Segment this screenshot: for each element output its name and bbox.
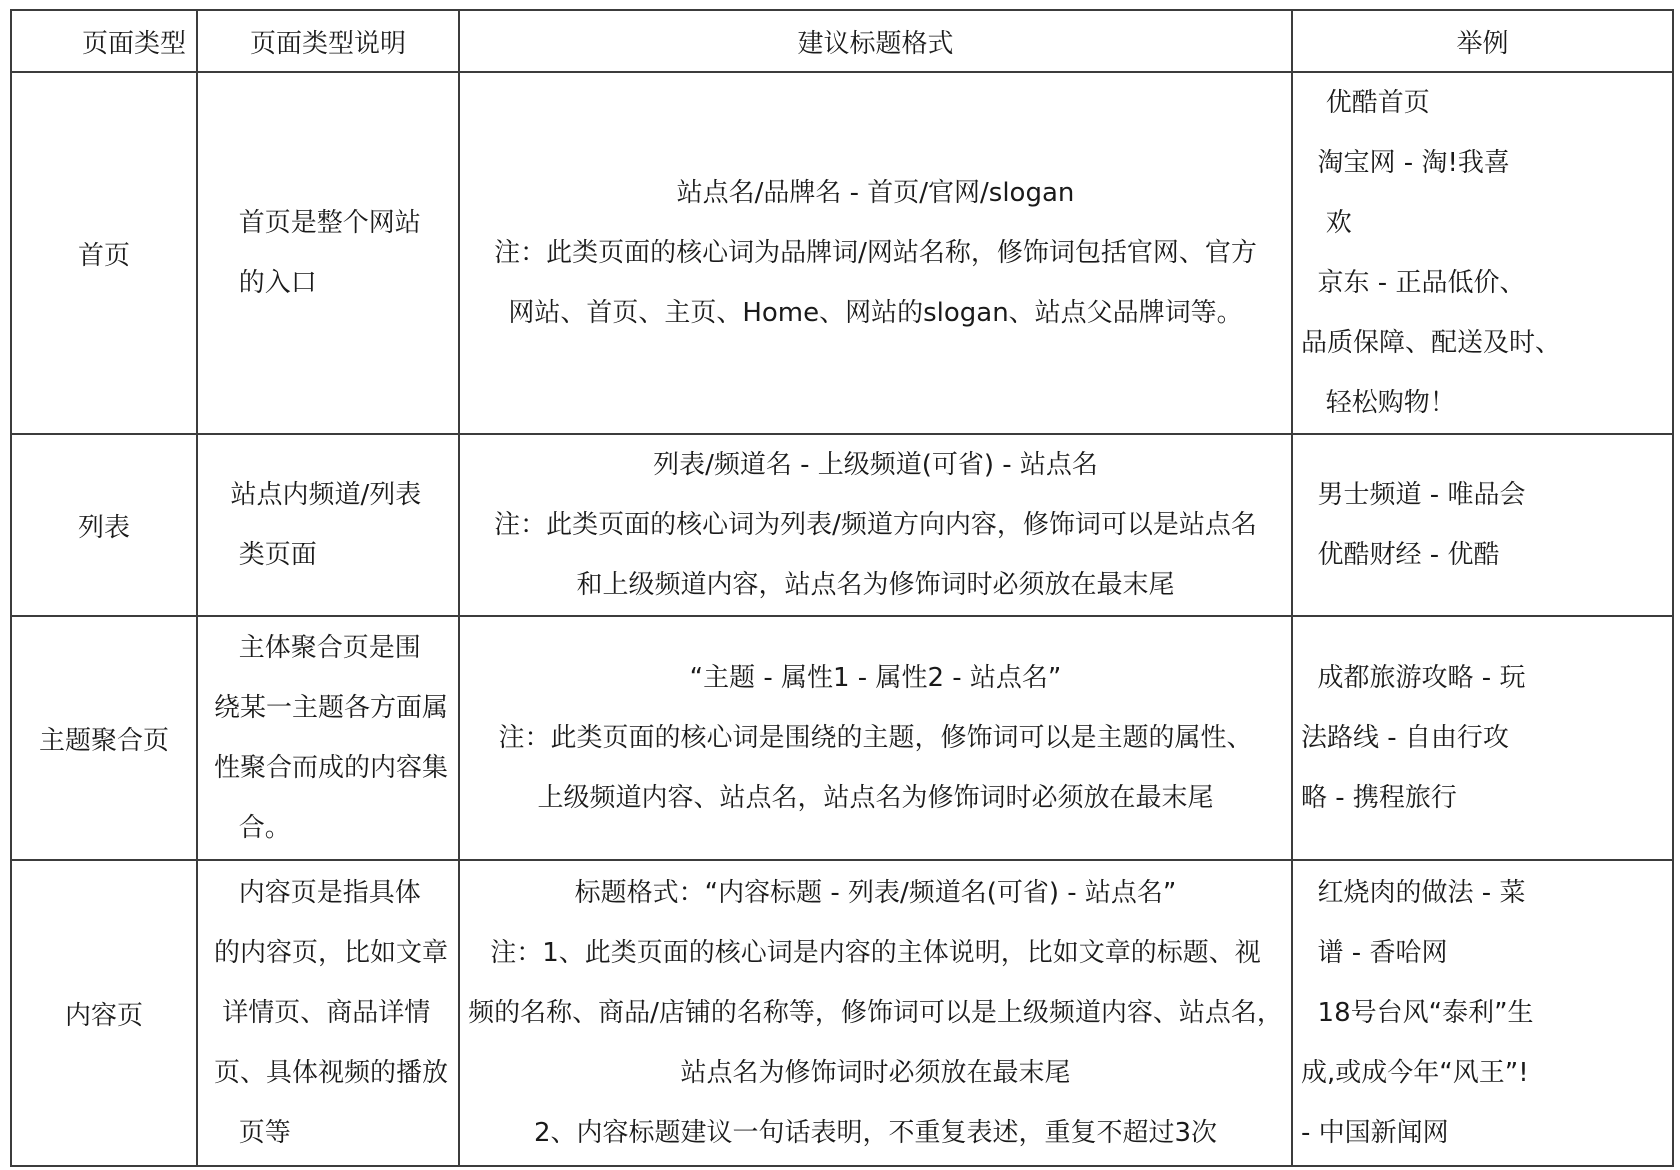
desc-line: 的内容页，比如文章 xyxy=(214,938,449,968)
page-type-desc-cell xyxy=(197,860,459,1166)
desc-line: 合。 xyxy=(214,813,291,843)
desc-line: 内容页是指具体 xyxy=(214,878,421,908)
page-type-title-table xyxy=(10,9,1674,1167)
table-row xyxy=(11,72,1673,434)
example-line: 成都旅游攻略 - 玩 xyxy=(1301,663,1526,693)
table-row xyxy=(11,434,1673,616)
example-line: 成,或成今年“风王”! xyxy=(1301,1058,1529,1088)
page-type-desc-cell xyxy=(197,434,459,616)
example-line: 欢 xyxy=(1301,208,1352,238)
desc-line: 性聚合而成的内容集 xyxy=(214,753,449,783)
desc-line: 绕某一主题各方面属 xyxy=(214,693,449,723)
format-line: 列表/频道名 - 上级频道(可省) - 站点名 xyxy=(653,450,1098,480)
desc-line: 首页是整个网站 xyxy=(214,208,421,238)
format-line: 站点名为修饰词时必须放在最末尾 xyxy=(680,1058,1071,1088)
title-format-cell xyxy=(459,860,1292,1166)
page-type-cell: 首页 xyxy=(11,72,197,434)
example-cell xyxy=(1292,860,1673,1166)
format-line: 频的名称、商品/店铺的名称等，修饰词可以是上级频道内容、站点名， xyxy=(468,998,1283,1028)
page-type-cell: 主题聚合页 xyxy=(11,616,197,860)
example-line: 淘宝网 - 淘!我喜 xyxy=(1301,148,1510,178)
example-line: 京东 - 正品低价、 xyxy=(1301,268,1526,298)
example-line: 男士频道 - 唯品会 xyxy=(1301,480,1526,510)
page-type-desc-cell xyxy=(197,72,459,434)
page-type-cell: 列表 xyxy=(11,434,197,616)
example-cell xyxy=(1292,616,1673,860)
header-page-type: 页面类型 xyxy=(11,10,197,72)
header-title-format: 建议标题格式 xyxy=(459,10,1292,72)
desc-line: 的入口 xyxy=(214,268,317,298)
format-line: 注：1、此类页面的核心词是内容的主体说明，比如文章的标题、视 xyxy=(490,938,1261,968)
desc-line: 页等 xyxy=(214,1118,291,1148)
title-format-cell xyxy=(459,434,1292,616)
format-line: 站点名/品牌名 - 首页/官网/slogan xyxy=(676,178,1075,208)
example-line: 法路线 - 自由行攻 xyxy=(1301,723,1509,753)
table-row xyxy=(11,860,1673,1166)
example-line: - 中国新闻网 xyxy=(1301,1118,1449,1148)
title-format-cell xyxy=(459,616,1292,860)
format-line: 注：此类页面的核心词为列表/频道方向内容，修饰词可以是站点名 xyxy=(494,510,1257,540)
header-example: 举例 xyxy=(1292,10,1673,72)
format-line: 注：此类页面的核心词是围绕的主题，修饰词可以是主题的属性、 xyxy=(498,723,1253,753)
format-line: 上级频道内容、站点名，站点名为修饰词时必须放在最末尾 xyxy=(537,783,1214,813)
header-row xyxy=(11,10,1673,72)
desc-line: 主体聚合页是围 xyxy=(214,633,421,663)
desc-line: 站点内频道/列表 xyxy=(214,480,422,510)
example-line: 红烧肉的做法 - 菜 xyxy=(1301,878,1526,908)
example-cell xyxy=(1292,434,1673,616)
format-line: 2、内容标题建议一句话表明，不重复表述，重复不超过3次 xyxy=(533,1118,1218,1148)
example-line: 品质保障、配送及时、 xyxy=(1301,328,1562,358)
format-line: 标题格式：“内容标题 - 列表/频道名(可省) - 站点名” xyxy=(574,878,1177,908)
title-format-cell xyxy=(459,72,1292,434)
example-line: 谱 - 香哈网 xyxy=(1301,938,1448,968)
format-line: 网站、首页、主页、Home、网站的slogan、站点父品牌词等。 xyxy=(508,298,1243,328)
header-page-type-desc: 页面类型说明 xyxy=(197,10,459,72)
example-line: 轻松购物！ xyxy=(1301,388,1456,418)
example-line: 优酷首页 xyxy=(1301,88,1430,118)
desc-line: 详情页、商品详情 xyxy=(214,998,431,1028)
format-line: 注：此类页面的核心词为品牌词/网站名称，修饰词包括官网、官方 xyxy=(494,238,1257,268)
page-type-desc-cell xyxy=(197,616,459,860)
table-row xyxy=(11,616,1673,860)
format-line: 和上级频道内容，站点名为修饰词时必须放在最末尾 xyxy=(576,570,1175,600)
example-line: 优酷财经 - 优酷 xyxy=(1301,540,1500,570)
desc-line: 页、具体视频的播放 xyxy=(214,1058,449,1088)
example-line: 略 - 携程旅行 xyxy=(1301,783,1457,813)
format-line: “主题 - 属性1 - 属性2 - 站点名” xyxy=(689,663,1062,693)
example-line: 18号台风“泰利”生 xyxy=(1301,998,1534,1028)
desc-line: 类页面 xyxy=(214,540,317,570)
page-type-cell: 内容页 xyxy=(11,860,197,1166)
example-cell xyxy=(1292,72,1673,434)
